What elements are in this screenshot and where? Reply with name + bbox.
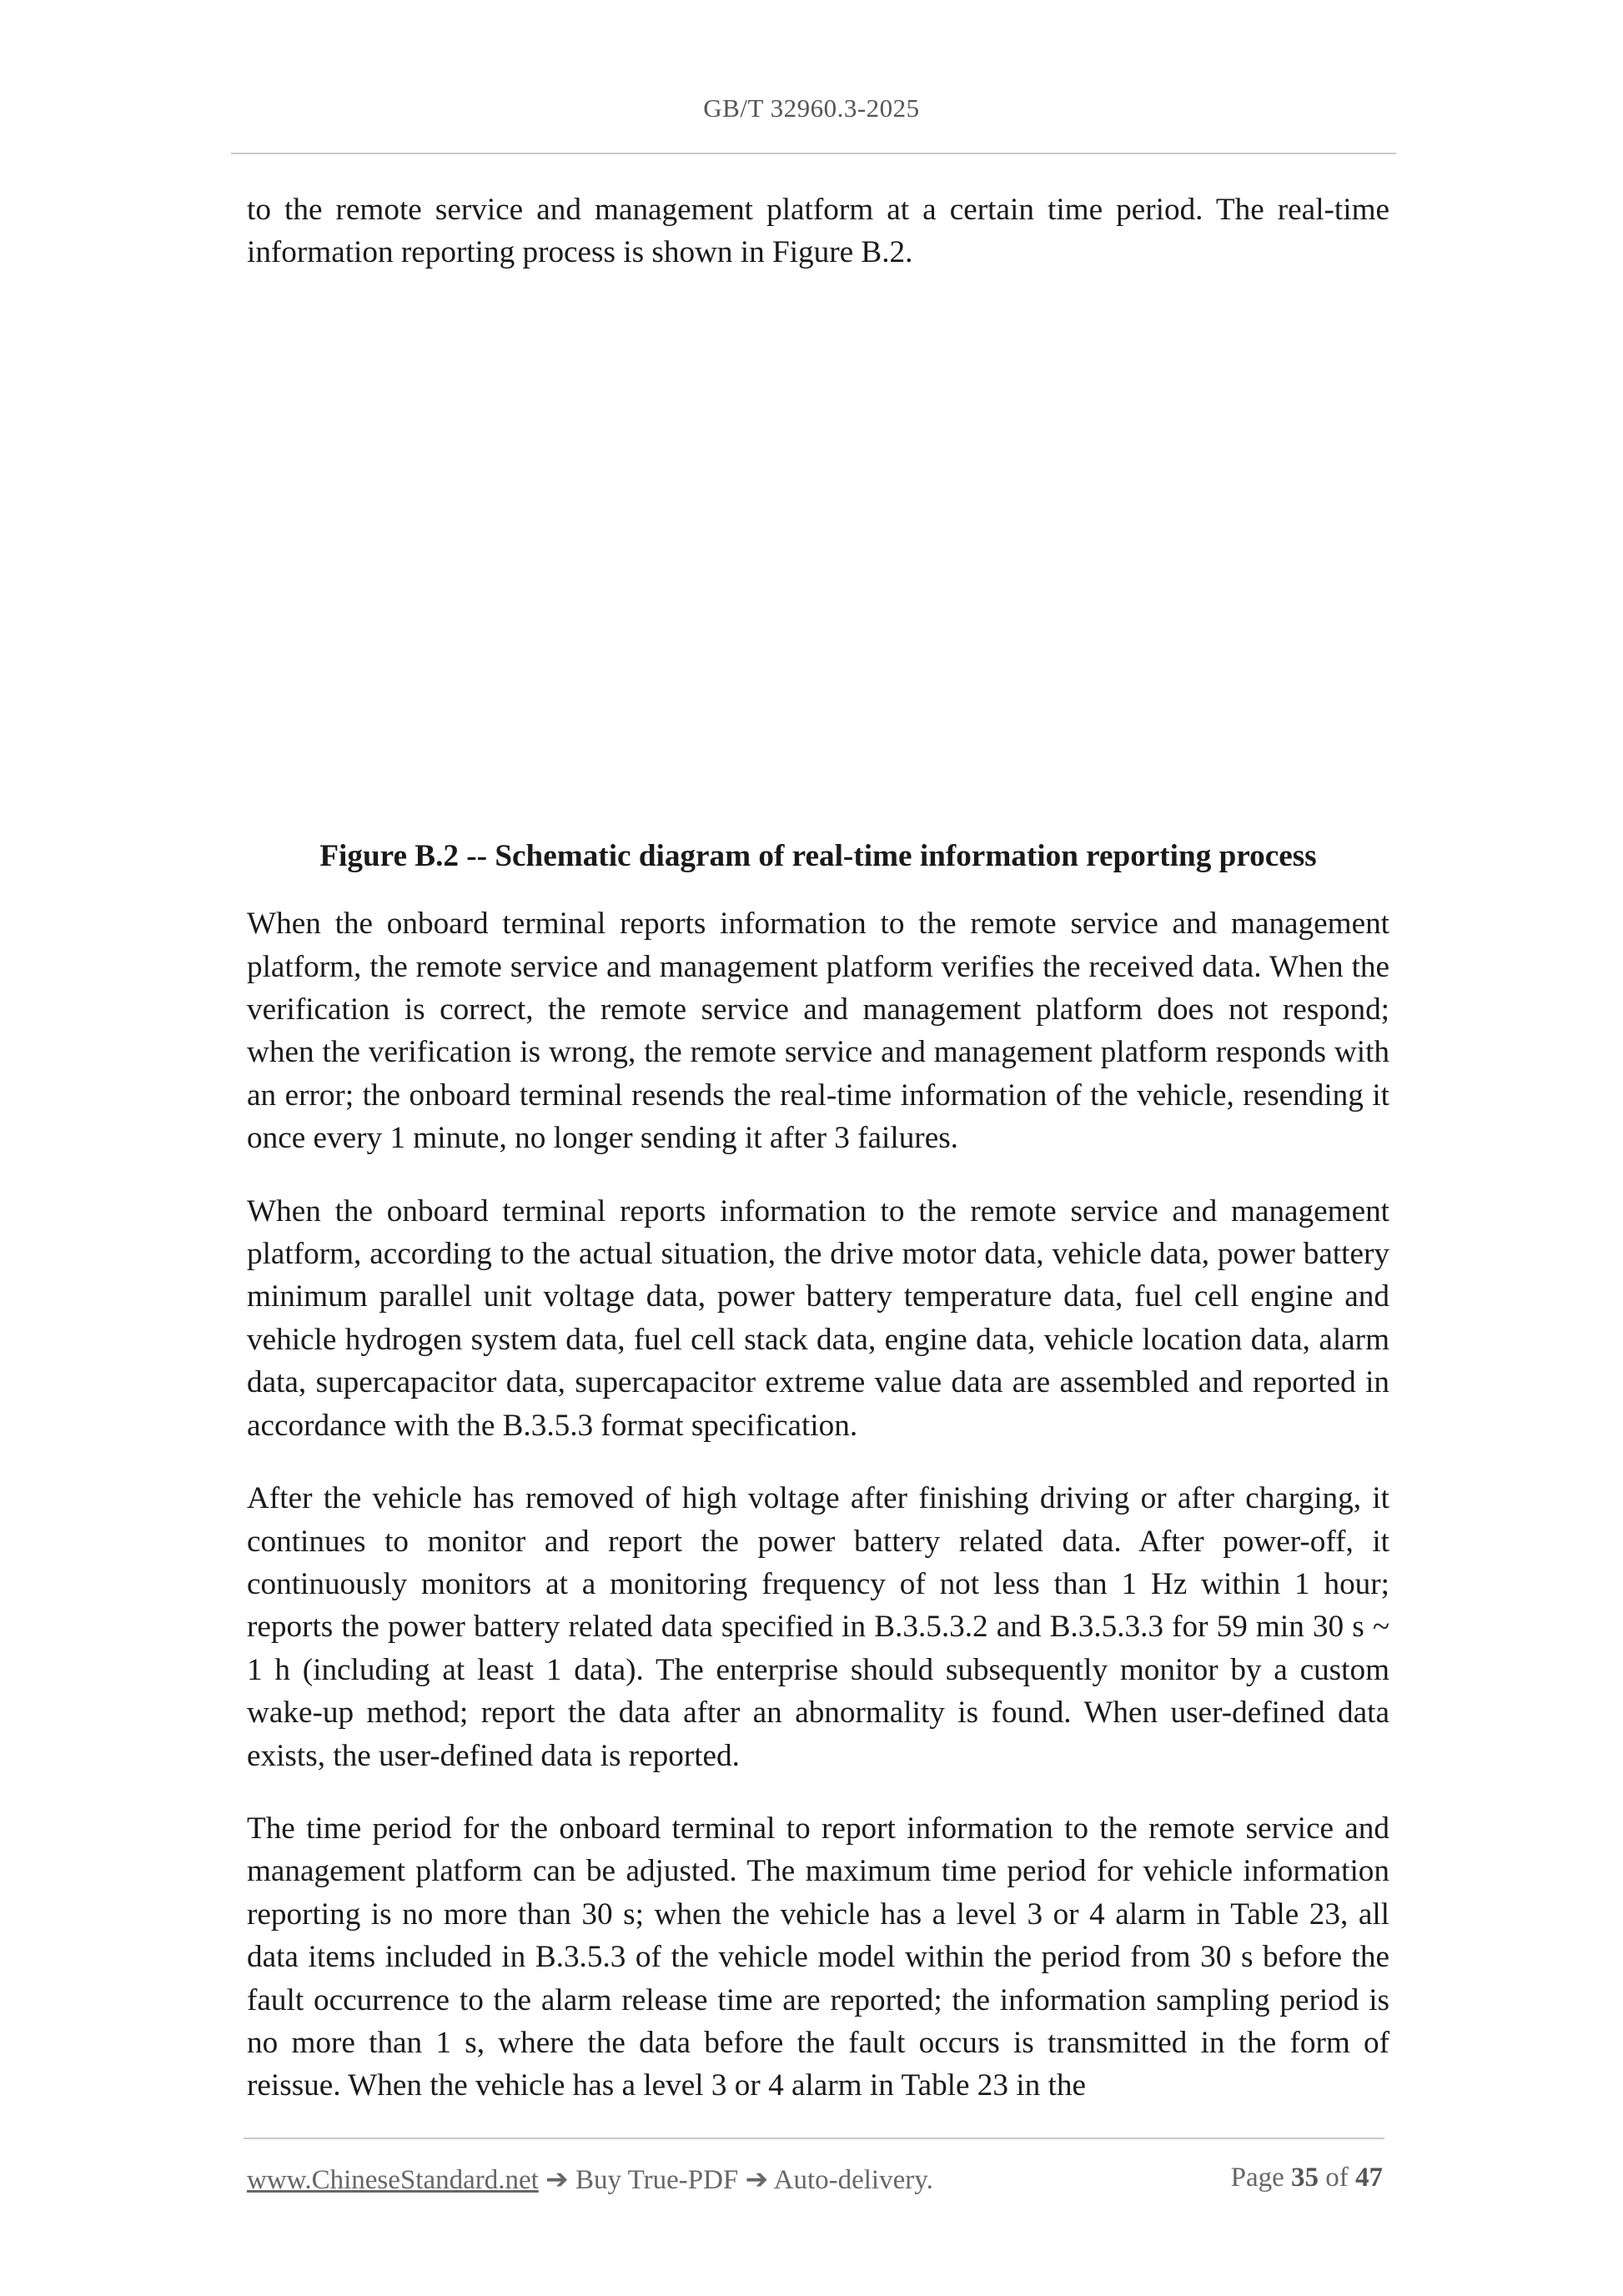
header-divider xyxy=(231,153,1396,154)
page-of-label: of xyxy=(1325,2163,1349,2193)
site-link[interactable]: www.ChineseStandard.net xyxy=(247,2165,539,2195)
figure-placeholder xyxy=(247,274,1389,835)
standard-id: GB/T 32960.3-2025 xyxy=(703,93,920,123)
page-number xyxy=(1231,2163,1383,2193)
page-current: 35 xyxy=(1291,2163,1319,2193)
arrow-right-icon: ➔ xyxy=(545,2165,569,2195)
footer-divider xyxy=(244,2138,1384,2139)
page-label: Page xyxy=(1230,2163,1284,2193)
lead-paragraph: to the remote service and management platform at a certain time period. The real-time information reporting process is shown in Figure B.2. xyxy=(247,193,1389,270)
body-paragraph: When the onboard terminal reports information to the remote service and management platform, the remote service and management platform verifies the received data. When the verification is correct, the remote service and management platform does not respond; when the verification is wrong, the remote service and management platform responds with an error; the onboard terminal resends the real-time information of the vehicle, resending it once every 1 minute, no longer sending it after 3 failures. xyxy=(247,907,1389,1156)
body-paragraph: After the vehicle has removed of high voltage after finishing driving or after charging, it continues to monitor and report the power battery related data. After power-off, it continuously monitors at a monitoring frequency of not less than 1 Hz within 1 hour; reports the power battery related data specified in B.3.5.3.2 and B.3.5.3.3 for 59 min 30 s ~ 1 h (including at least 1 data). The enterprise should subsequently monitor by a custom wake-up method; report the data after an abnormality is found. When user-defined data exists, the user-defined data is reported. xyxy=(247,1481,1389,1773)
footer-promo xyxy=(247,2163,933,2196)
buy-true-pdf-text: Buy True-PDF xyxy=(575,2165,739,2195)
document-header xyxy=(0,93,1623,123)
body-paragraph: The time period for the onboard terminal to report information to the remote service and management platform can be adjusted. The maximum time period for vehicle information reporting is no more than 30 s; when the vehicle has a level 3 or 4 alarm in Table 23, all data items included in B.3.5.3 of the vehicle model within the period from 30 s before the fault occurrence to the alarm release time are reported; the information sampling period is no more than 1 s, where the data before the fault occurs is transmitted in the form of reissue. When the vehicle has a level 3 or 4 alarm in Table 23 in the xyxy=(247,1811,1389,2103)
page-content xyxy=(247,188,1389,2138)
figure-caption: Figure B.2 -- Schematic diagram of real-time information reporting process xyxy=(319,838,1317,873)
page-total: 47 xyxy=(1355,2163,1383,2193)
body-paragraph: When the onboard terminal reports information to the remote service and management platform, according to the actual situation, the drive motor data, vehicle data, power battery minimum parallel unit voltage data, power battery temperature data, fuel cell engine and vehicle hydrogen system data, fuel cell stack data, engine data, vehicle location data, alarm data, supercapacitor data, supercapacitor extreme value data are assembled and reported in accordance with the B.3.5.3 format specification. xyxy=(247,1193,1389,1443)
auto-delivery-text: Auto-delivery. xyxy=(773,2165,933,2195)
arrow-right-icon: ➔ xyxy=(745,2165,769,2195)
